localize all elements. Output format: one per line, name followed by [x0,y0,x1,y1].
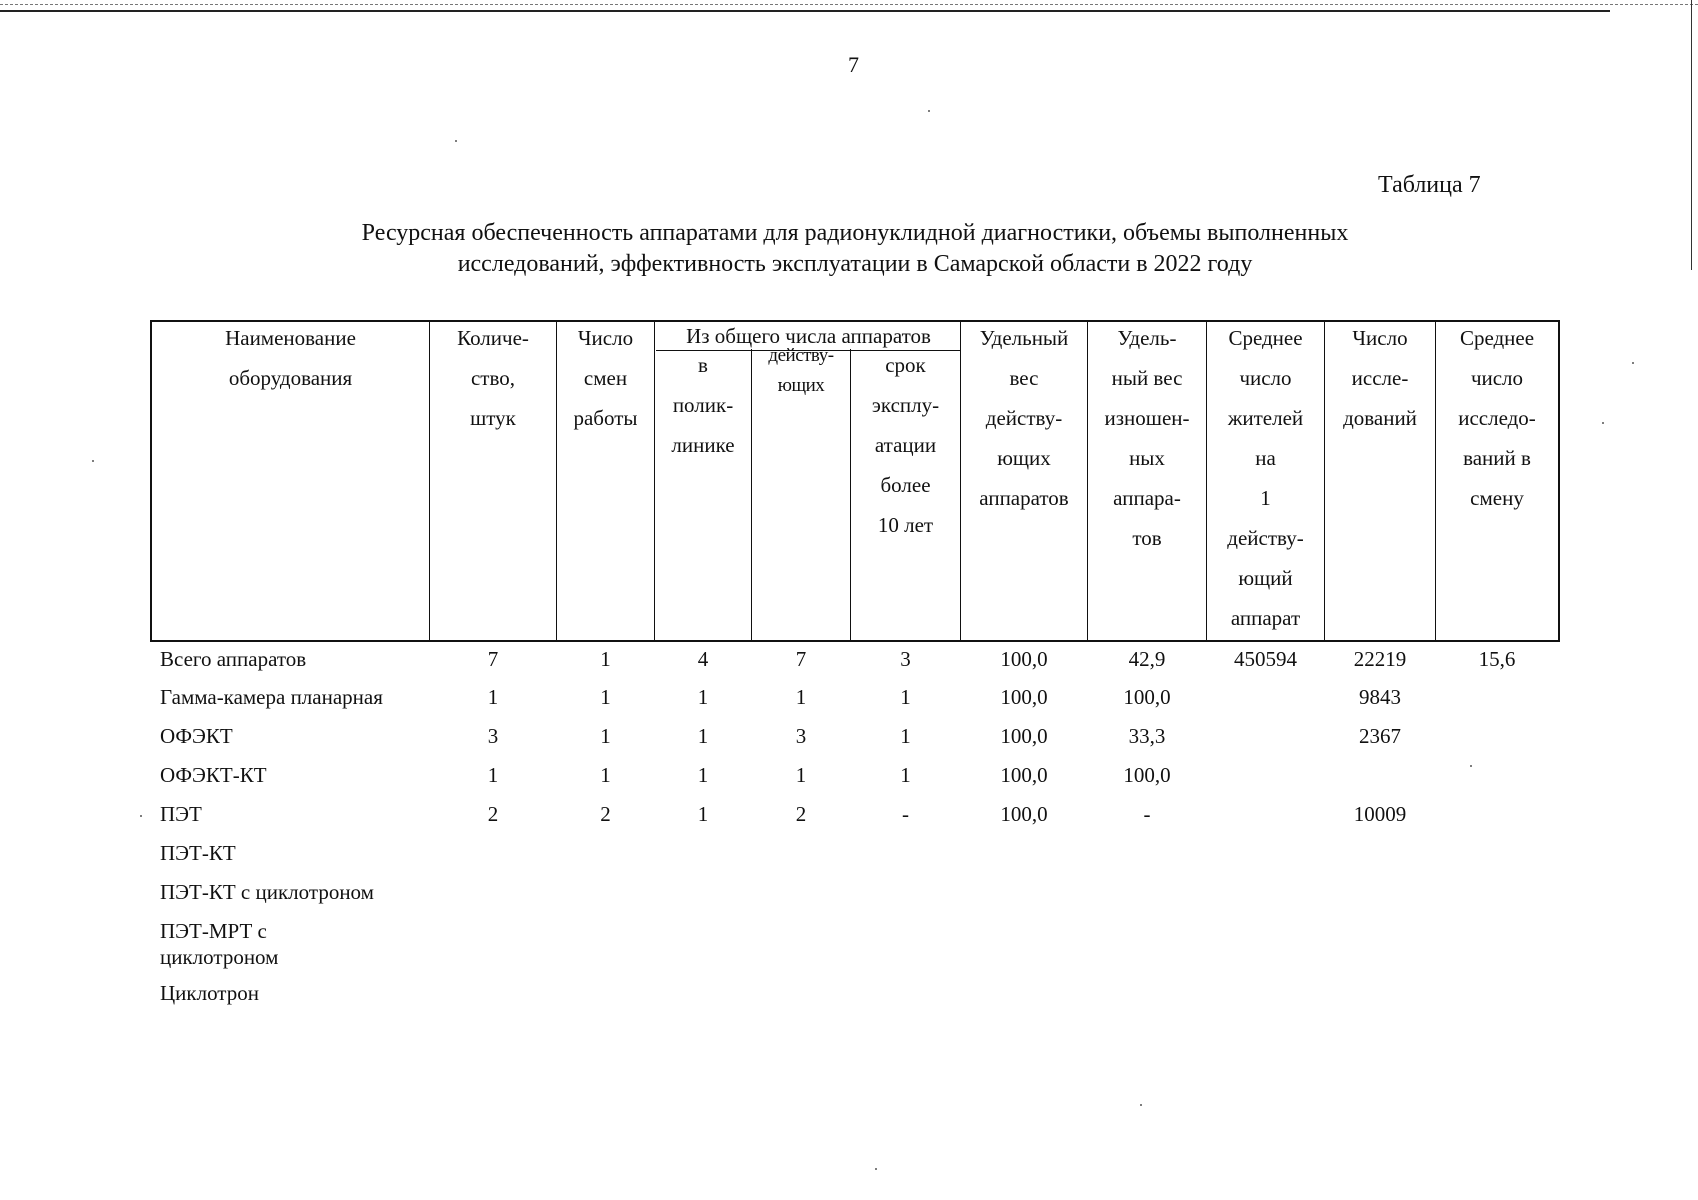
row-cell-studies: 2367 [1359,724,1401,748]
row-cell-over10: - [902,802,909,826]
page-number: 7 [848,52,859,77]
scan-top-rule [0,10,1610,12]
row-cell-count: 2 [487,802,499,826]
row-equipment-name: ПЭТ-МРТ с циклотроном [160,919,279,969]
row-cell-over10: 1 [900,685,911,709]
row-cell-in-clinic: 1 [697,685,709,709]
row-cell-studies: 9843 [1359,685,1401,709]
header-in-clinic: в полик- линике [671,353,735,457]
scan-speck [1632,362,1634,364]
scan-speck [1470,765,1472,767]
header-over-10-years: срок эксплу- атации более 10 лет [871,353,940,537]
row-equipment-name: Всего аппаратов [160,647,307,671]
row-cell-shifts: 1 [600,647,611,671]
row-cell-over10: 1 [900,763,911,787]
row-cell-share-worn: - [1143,802,1151,826]
row-cell-in-clinic: 4 [697,647,709,671]
scan-speck [1140,1104,1142,1106]
header-active: действу- ющих [768,345,834,396]
row-cell-share-active: 100,0 [1000,802,1048,826]
table-title-line-1: Ресурсная обеспеченность аппаратами для радионуклидной диагностики, объемы выполненных [361,220,1349,246]
row-cell-share-active: 100,0 [1000,763,1048,787]
header-studies: Число иссле- дований [1343,326,1417,430]
row-cell-count: 3 [487,724,499,748]
scan-speck [928,110,930,112]
row-cell-avg-residents: 450594 [1234,647,1297,671]
row-cell-studies: 22219 [1353,647,1407,671]
scan-right-edge [1691,0,1692,270]
row-cell-count: 1 [487,763,499,787]
header-equipment-name: Наименование оборудования [225,326,356,390]
row-cell-share-worn: 42,9 [1128,647,1166,671]
header-group-of-total: Из общего числа аппаратов [656,322,961,351]
row-cell-share-active: 100,0 [1000,724,1048,748]
row-cell-active: 1 [795,763,807,787]
header-avg-per-shift: Среднее число исследо- ваний в смену [1458,326,1536,510]
table-label: Таблица 7 [1378,172,1481,198]
row-cell-in-clinic: 1 [697,802,709,826]
row-cell-share-worn: 33,3 [1128,724,1166,748]
row-equipment-name: ПЭТ-КТ с циклотроном [160,880,374,904]
row-cell-share-active: 100,0 [1000,685,1048,709]
header-count: Количе- ство, штук [457,326,529,430]
header-share-worn: Удель- ный вес изношен- ных аппара- тов [1104,326,1190,550]
row-cell-over10: 1 [900,724,911,748]
row-cell-shifts: 1 [600,685,611,709]
scan-speck [455,140,457,142]
header-share-active: Удельный вес действу- ющих аппаратов [979,326,1069,510]
scan-speck [1602,422,1604,424]
row-equipment-name: ОФЭКТ [160,724,233,748]
row-cell-share-active: 100,0 [1000,647,1048,671]
row-equipment-name: ПЭТ-КТ [160,841,236,865]
row-equipment-name: ПЭТ [160,802,202,826]
row-cell-active: 1 [795,685,807,709]
row-cell-over10: 3 [900,647,911,671]
scan-speck [140,815,142,817]
row-equipment-name: Циклотрон [160,981,259,1005]
row-cell-count: 7 [487,647,499,671]
header-shifts: Число смен работы [573,326,638,430]
row-cell-shifts: 1 [600,763,611,787]
row-cell-studies: 10009 [1353,802,1407,826]
row-equipment-name: Гамма-камера планарная [160,685,383,709]
row-cell-in-clinic: 1 [697,763,709,787]
row-cell-shifts: 2 [600,802,611,826]
row-cell-active: 3 [795,724,807,748]
row-equipment-name: ОФЭКТ-КТ [160,763,267,787]
row-cell-active: 7 [795,647,807,671]
row-cell-in-clinic: 1 [697,724,709,748]
row-cell-count: 1 [487,685,499,709]
row-cell-share-worn: 100,0 [1123,763,1171,787]
header-avg-residents: Среднее число жителей на 1 действу- ющий аппарат [1227,326,1304,630]
row-cell-shifts: 1 [600,724,611,748]
table-title-line-2: исследований, эффективность эксплуатации в Самарской области в 2022 году [457,251,1253,277]
scan-speck [92,460,94,462]
row-cell-share-worn: 100,0 [1123,685,1171,709]
row-cell-active: 2 [795,802,807,826]
table-title [180,218,1530,280]
scan-speck [875,1168,877,1170]
scan-top-dashed-line [0,4,1698,5]
row-cell-avg-per-shift: 15,6 [1478,647,1516,671]
